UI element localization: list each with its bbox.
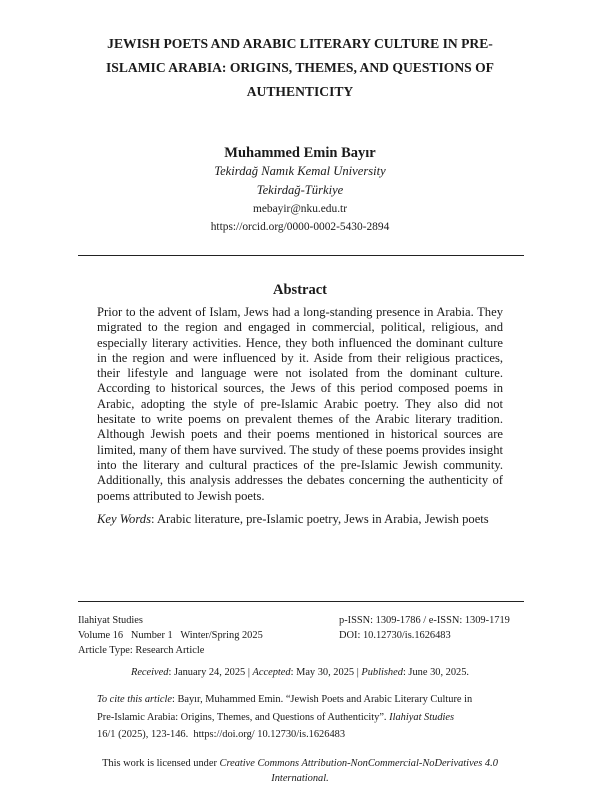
- author-orcid-link[interactable]: https://orcid.org/0000-0002-5430-2894: [210, 221, 390, 233]
- issn: p-ISSN: 1309-1786 / e-ISSN: 1309-1719: [339, 615, 510, 626]
- top-divider: [78, 255, 524, 256]
- author-block: [0, 144, 600, 236]
- author-university: Tekirdağ Namık Kemal University: [214, 164, 386, 178]
- dates-separator-2: |: [354, 667, 362, 678]
- author-name: Muhammed Emin Bayır: [224, 145, 376, 161]
- article-title: [78, 32, 522, 104]
- article-title-line-2: ISLAMIC ARABIA: ORIGINS, THEMES, AND QUESTIONS OF: [105, 60, 494, 75]
- journal-info: [78, 613, 263, 659]
- published-label: Published: [361, 667, 403, 678]
- abstract-body: [97, 305, 503, 527]
- accepted-date: : May 30, 2025: [290, 667, 355, 678]
- license-link-cont[interactable]: International.: [271, 773, 329, 784]
- abstract-heading: Abstract: [273, 282, 327, 298]
- journal-identifiers: [339, 613, 510, 643]
- published-date: : June 30, 2025.: [402, 667, 470, 678]
- keywords-list: : Arabic literature, pre-Islamic poetry, Jews in Arabia, Jewish poets: [151, 511, 489, 526]
- author-email[interactable]: mebayir@nku.edu.tr: [253, 203, 347, 215]
- article-title-line-3: AUTHENTICITY: [246, 84, 354, 99]
- journal-name: Ilahiyat Studies: [78, 615, 143, 626]
- keywords-label: Key Words: [97, 511, 151, 526]
- received-date: : January 24, 2025: [168, 667, 246, 678]
- citation-line-1: [97, 691, 507, 709]
- citation-text-2: Pre-Islamic Arabia: Origins, Themes, and Questions of Authenticity”.: [97, 711, 390, 723]
- publication-dates: [0, 667, 600, 678]
- license-link[interactable]: Creative Commons Attribution-NonCommercial-NoDerivatives 4.0: [219, 758, 498, 769]
- received-label: Received: [130, 667, 169, 678]
- keywords-line: [97, 512, 503, 527]
- article-type: Article Type: Research Article: [78, 645, 205, 657]
- abstract-text: Prior to the advent of Islam, Jews had a long-standing presence in Arabia. They migrated to the region and engaged in commercial, political, religious, and especially literary activities. Hence, they both influenced the dominant culture in the region and were influenced by it. Aside from their religious practices, their lifestyle and language were not isolated from the dominant culture. According to historical sources, the Jews of this period composed poems in Arabic, adopting the style of pre-Islamic Arabic poetry. They also did not hesitate to write poems on prevalent themes of the Arabic literary tradition. Although Jewish poets and their poems mentioned in historical sources are limited, many of them have survived. The study of these poems provides insight into the literary and cultural practices of the pre-Islamic Jewish community. Additionally, this analysis addresses the debates concerning the authenticity of poems attributed to Jewish poets.: [97, 305, 503, 503]
- citation-line-3[interactable]: 16/1 (2025), 123-146. https://doi.org/ 10.12730/is.1626483: [97, 729, 346, 740]
- bottom-divider: [78, 601, 524, 602]
- accepted-label: Accepted: [252, 667, 291, 678]
- citation-text-1: : Bayır, Muhammed Emin. “Jewish Poets and Arabic Literary Culture in: [171, 694, 473, 705]
- dates-separator-1: |: [245, 667, 253, 678]
- license-notice: [60, 756, 540, 786]
- article-title-line-1: JEWISH POETS AND ARABIC LITERARY CULTURE IN PRE-: [107, 36, 493, 51]
- citation-journal: Ilahiyat Studies: [389, 711, 455, 723]
- license-prefix: This work is licensed under: [102, 758, 220, 769]
- author-location: Tekirdağ-Türkiye: [256, 183, 344, 197]
- citation-block: [97, 691, 507, 744]
- citation-line-2: [97, 709, 507, 727]
- journal-volume: Volume 16 Number 1 Winter/Spring 2025: [78, 630, 263, 642]
- doi[interactable]: DOI: 10.12730/is.1626483: [339, 630, 451, 642]
- citation-label: To cite this article: [97, 694, 172, 705]
